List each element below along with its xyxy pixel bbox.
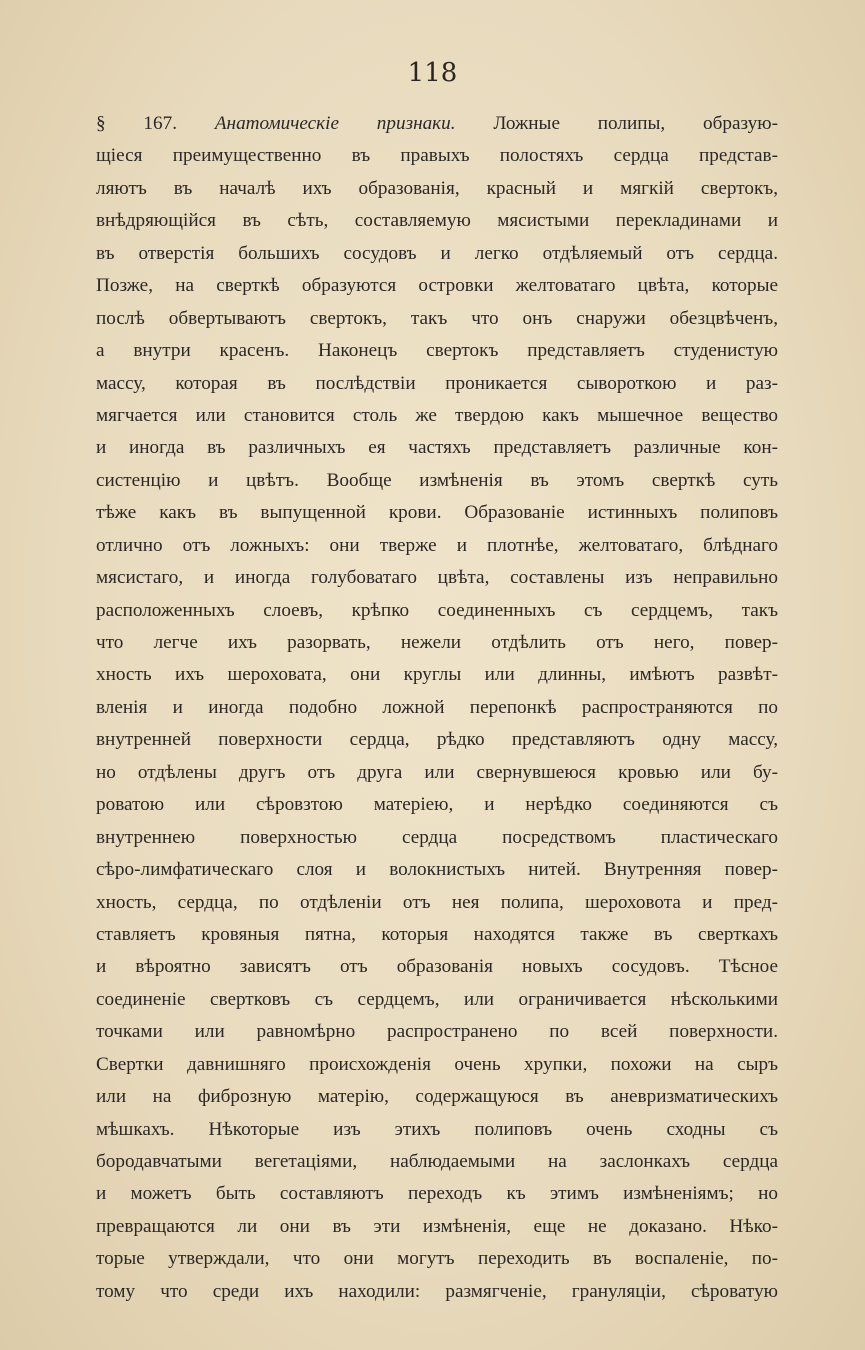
- text-line: мѣшкахъ. Нѣкоторые изъ этихъ полиповъ очень сходны съ: [96, 1118, 778, 1140]
- text-line: расположенныхъ слоевъ, крѣпко соединенныхъ съ сердцемъ, такъ: [96, 599, 778, 621]
- section-heading: Анатомическіе признаки.: [214, 113, 456, 134]
- text-line: Свертки давнишняго происхожденія очень хрупки, похожи на сыръ: [96, 1053, 778, 1075]
- text-line: торые утверждали, что они могутъ переходить въ воспаленіе, по-: [96, 1248, 778, 1270]
- text-line: Позже, на сверткѣ образуются островки желтоватаго цвѣта, которые: [96, 275, 778, 297]
- text-line-1: [96, 108, 778, 140]
- text-line: но отдѣлены другъ отъ друга или свернувшеюся кровью или бу-: [96, 761, 778, 783]
- text-line: роватою или сѣровзтою матеріею, и нерѣдко соединяются съ: [96, 794, 778, 816]
- text-line: точками или равномѣрно распространено по всей поверхности.: [96, 1021, 778, 1043]
- page-number: 118: [407, 58, 458, 88]
- text-line: ляютъ въ началѣ ихъ образованія, красный и мягкій свертокъ,: [96, 177, 778, 199]
- section-mark: § 167.: [96, 113, 177, 134]
- text-line: вленія и иногда подобно ложной перепонкѣ распространяются по: [96, 696, 778, 718]
- text-line: мягчается или становится столь же твердою какъ мышечное вещество: [96, 404, 778, 426]
- text-line: бородавчатыми вегетаціями, наблюдаемыми на заслонкахъ сердца: [96, 1151, 778, 1172]
- text-line: или на фиброзную матерію, содержащуюся въ аневризматическихъ: [96, 1086, 778, 1108]
- text-line: тѣже какъ въ выпущенной крови. Образованіе истинныхъ полиповъ: [96, 502, 778, 524]
- text-line: и вѣроятно зависятъ отъ образованія новыхъ сосудовъ. Тѣсное: [96, 956, 778, 978]
- text-line: тому что среди ихъ находили: размягченіе, грануляціи, сѣроватую: [96, 1280, 778, 1302]
- text-line: хность ихъ шероховата, они круглы или длинны, имѣютъ развѣт-: [96, 664, 778, 686]
- text-line: отлично отъ ложныхъ: они тверже и плотнѣе, желтоватаго, блѣднаго: [96, 534, 778, 556]
- text-line: превращаются ли они въ эти измѣненія, еще не доказано. Нѣко-: [96, 1215, 778, 1237]
- text-line: ставляетъ кровяныя пятна, которыя находятся также въ сверткахъ: [96, 923, 778, 945]
- text-line: послѣ обвертываютъ свертокъ, такъ что онъ снаружи обезцвѣченъ,: [96, 307, 778, 329]
- text-line: и можетъ быть составляютъ переходъ къ этимъ измѣненіямъ; но: [96, 1183, 778, 1205]
- first-line-text: Ложные полипы, образую-: [493, 113, 778, 134]
- text-line: соединеніе свертковъ съ сердцемъ, или ограничивается нѣсколькими: [96, 988, 778, 1010]
- text-line: что легче ихъ разорвать, нежели отдѣлить отъ него, повер-: [96, 632, 778, 653]
- text-line: систенцію и цвѣтъ. Вообще измѣненія въ этомъ сверткѣ суть: [96, 469, 778, 491]
- text-line: внѣдряющійся въ сѣть, составляемую мясистыми перекладинами и: [96, 210, 778, 232]
- text-line: щіеся преимущественно въ правыхъ полостяхъ сердца представ-: [96, 145, 778, 167]
- text-line: и иногда въ различныхъ ея частяхъ представляетъ различные кон-: [96, 437, 778, 459]
- body-text: [96, 108, 778, 1308]
- text-line: массу, которая въ послѣдствіи проникается сывороткою и раз-: [96, 372, 778, 394]
- text-line: а внутри красенъ. Наконецъ свертокъ представляетъ студенистую: [96, 340, 778, 362]
- text-line: въ отверстія большихъ сосудовъ и легко отдѣляемый отъ сердца.: [96, 242, 778, 264]
- text-line: сѣро-лимфатическаго слоя и волокнистыхъ нитей. Внутренняя повер-: [96, 859, 778, 881]
- text-line: мясистаго, и иногда голубоватаго цвѣта, составлены изъ неправильно: [96, 567, 778, 589]
- text-line: внутренней поверхности сердца, рѣдко представляютъ одну массу,: [96, 729, 778, 751]
- text-line: хность, сердца, по отдѣленіи отъ нея полипа, шероховота и пред-: [96, 891, 778, 913]
- text-line: внутреннею поверхностью сердца посредствомъ пластическаго: [96, 826, 778, 848]
